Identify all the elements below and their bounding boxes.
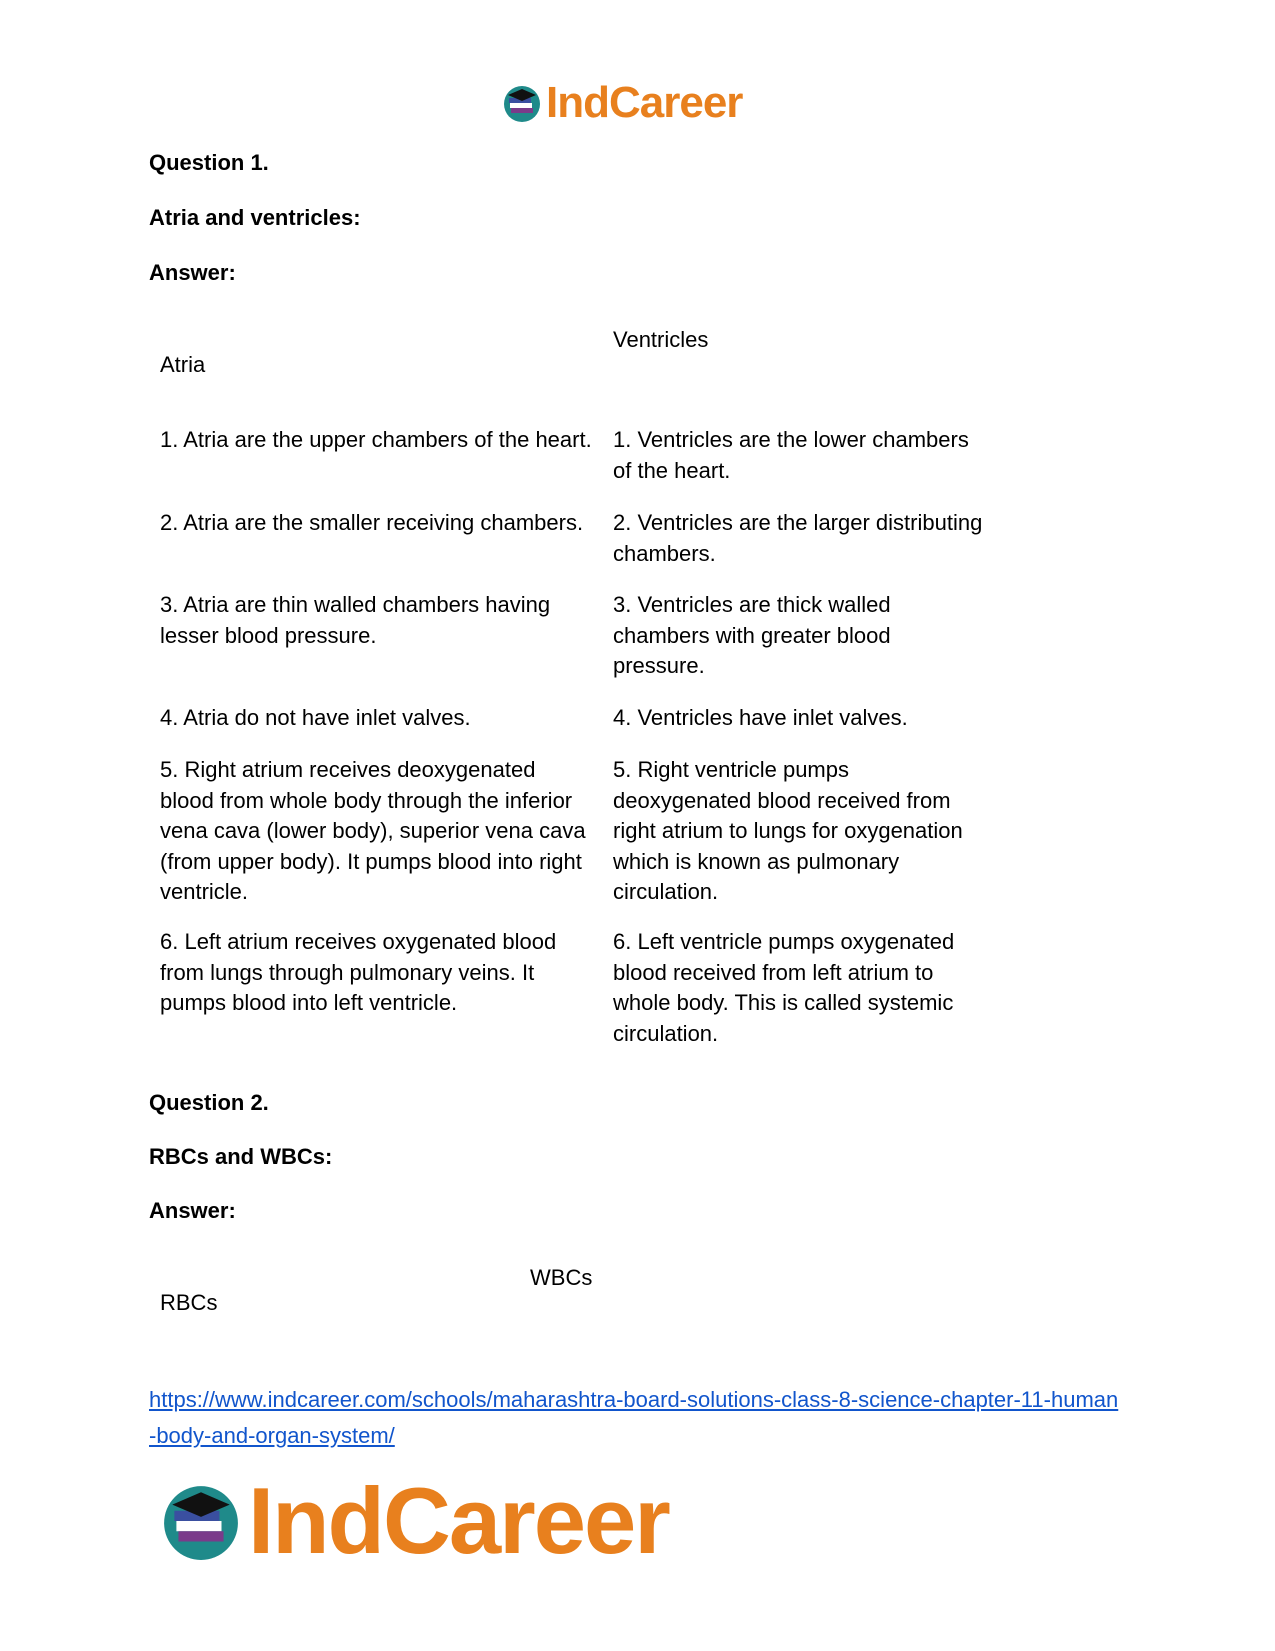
question-2-answer-label: Answer: xyxy=(149,1198,236,1223)
atria-point-4: 4. Atria do not have inlet valves. xyxy=(160,705,471,730)
table-header-wbcs: WBCs xyxy=(530,1265,593,1290)
ventricles-point-5: 5. Right ventricle pumps deoxygenated blood received from right atrium to lungs for oxygenation which is known as pulmonary circulation. xyxy=(613,757,963,904)
question-1-title: Atria and ventricles: xyxy=(149,205,361,230)
footer-logo xyxy=(160,1467,669,1575)
atria-point-2: 2. Atria are the smaller receiving chambers. xyxy=(160,510,584,535)
atria-point-6: 6. Left atrium receives oxygenated blood from lungs through pulmonary veins. It pumps blood into left ventricle. xyxy=(160,929,557,1015)
ventricles-point-4: 4. Ventricles have inlet valves. xyxy=(613,705,908,730)
atria-point-3: 3. Atria are thin walled chambers having lesser blood pressure. xyxy=(160,592,551,648)
ventricles-point-2: 2. Ventricles are the larger distributing chambers. xyxy=(613,510,983,566)
table-header-ventricles: Ventricles xyxy=(613,327,709,352)
question-2-title: RBCs and WBCs: xyxy=(149,1144,333,1169)
logo-text: IndCareer xyxy=(248,1468,669,1573)
ventricles-point-6: 6. Left ventricle pumps oxygenated blood received from left atrium to whole body. This is called systemic circulation. xyxy=(613,929,955,1046)
atria-point-1: 1. Atria are the upper chambers of the heart. xyxy=(160,427,592,452)
table-header-atria: Atria xyxy=(160,352,206,377)
table-header-rbcs: RBCs xyxy=(160,1290,218,1315)
header-logo xyxy=(502,78,742,128)
logo-text: IndCareer xyxy=(546,78,743,127)
ventricles-point-3: 3. Ventricles are thick walled chambers with greater blood pressure. xyxy=(613,592,891,678)
question-2-number: Question 2. xyxy=(149,1090,269,1115)
question-1-answer-label: Answer: xyxy=(149,260,236,285)
graduation-cap-books-icon xyxy=(502,83,542,123)
ventricles-point-1: 1. Ventricles are the lower chambers of the heart. xyxy=(613,427,969,483)
source-link[interactable]: https://www.indcareer.com/schools/maharashtra-board-solutions-class-8-science-chapter-11-human-body-and-organ-system/ xyxy=(149,1387,1119,1448)
atria-point-5: 5. Right atrium receives deoxygenated blood from whole body through the inferior vena cava (lower body), superior vena cava (from upper body). It pumps blood into right ventricle. xyxy=(160,757,586,904)
graduation-cap-books-icon xyxy=(160,1480,242,1562)
question-1-number: Question 1. xyxy=(149,150,269,175)
